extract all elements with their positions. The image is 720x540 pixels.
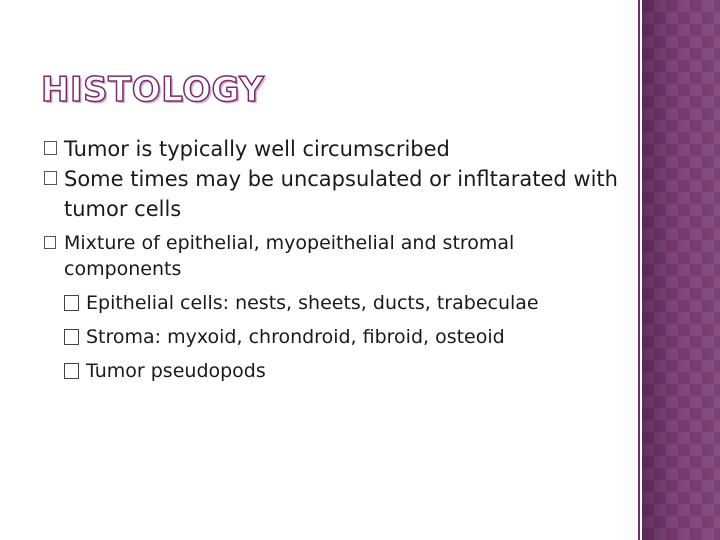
square-bullet-icon (44, 236, 56, 249)
square-bullet-icon (64, 363, 79, 379)
bullet-text: Tumor is typically well circumscribed (64, 137, 450, 161)
sub-bullet-item (44, 324, 634, 350)
square-bullet-icon (44, 141, 57, 155)
bullet-item (44, 164, 634, 224)
sub-bullet-text: Tumor pseudopods (86, 360, 266, 382)
sub-bullet-text: Stroma: myxoid, chrondroid, fibroid, osteoid (86, 326, 505, 348)
sub-bullet-item (44, 290, 634, 316)
bullet-text: Some times may be uncapsulated or infltarated with tumor cells (64, 167, 618, 221)
sub-bullet-text: Epithelial cells: nests, sheets, ducts, trabeculae (86, 292, 539, 314)
sub-bullet-item (44, 358, 634, 384)
slide-title: HISTOLOGY (41, 70, 265, 110)
bullet-text: Mixture of epithelial, myopeithelial and stromal components (64, 232, 515, 280)
square-bullet-icon (44, 171, 57, 185)
bullet-item (44, 230, 634, 282)
bullet-item (44, 134, 634, 164)
square-bullet-icon (64, 295, 79, 311)
side-divider (638, 0, 640, 540)
decorative-side-panel (642, 0, 720, 540)
bullet-list (44, 134, 634, 384)
square-bullet-icon (64, 329, 79, 345)
